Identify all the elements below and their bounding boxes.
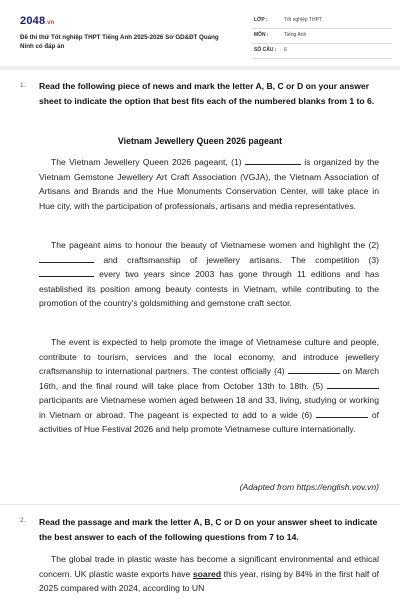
question-separator: [0, 504, 400, 505]
meta-count-value: 6: [284, 47, 287, 53]
paragraph-text: and craftsmanship of jewellery artisans. The competition (3): [103, 254, 379, 265]
header-divider: [0, 66, 400, 70]
question-instruction: Read the following piece of news and mark the letter A, B, C or D on your answer sheet to indicate the option that best fits each of the numbered blanks from 1 to 6.: [39, 81, 375, 106]
question-number: 2.: [20, 517, 26, 524]
meta-class-label: LỚP :: [254, 17, 268, 23]
question-instruction: Read the passage and mark the letter A, B, C or D on your answer sheet to indicate the best answer to each of the following questions from 7 to 14.: [39, 517, 378, 542]
meta-count-label: SỐ CÂU :: [254, 47, 277, 53]
exam-title: Đề thi thử Tốt nghiệp THPT Tiếng Anh 2025-2026 Sở GD&ĐT Quảng Ninh có đáp án: [20, 34, 219, 50]
meta-count-row: [252, 44, 392, 59]
blank-6: [316, 409, 368, 418]
meta-subject-row: [252, 29, 392, 44]
meta-subject-value: Tiếng Anh: [284, 32, 307, 38]
passage-paragraph-1: [39, 155, 379, 213]
blank-2: [39, 254, 94, 263]
passage-paragraph-1: [39, 552, 379, 596]
paragraph-text: participants are Vietnamese women aged between 18 and 33, living, studying or working in Vietnam or abroad. The pageant is expected to add to a wide (6): [39, 395, 379, 420]
blank-4: [288, 365, 340, 374]
passage-paragraph-3: [39, 335, 379, 437]
paragraph-text: The pageant aims to honour the beauty of Vietnamese women and highlight the (2): [51, 240, 379, 250]
paragraph-text: of activities of Hue Festival 2026 and help promote Vietnamese culture internationally.: [39, 409, 379, 434]
paragraph-text: The global trade in plastic waste has become a significant environmental and ethical concern. UK plastic waste exports have: [39, 554, 379, 579]
paragraph-text: every two years since 2003 has gone through 11 editions and has established its position among beauty contests in Vietnam, while contributing to the promotion of the country's goldsmithing and gemstone craft sector.: [39, 269, 380, 308]
site-logo[interactable]: 2048.vn: [20, 15, 55, 27]
meta-class-value: Tốt nghiệp THPT: [284, 17, 322, 23]
passage-paragraph-2: [39, 238, 379, 311]
blank-3: [39, 268, 94, 277]
passage-source: (Adapted from https://english.vov.vn): [239, 482, 379, 492]
meta-subject-label: MÔN :: [254, 32, 269, 38]
meta-class-row: [252, 14, 392, 29]
blank-1: [245, 156, 301, 165]
paragraph-text: this year, rising by 84% in the first half of 2025 compared with 2024, according to UN: [39, 568, 379, 593]
blank-5: [327, 380, 379, 389]
question-number: 1.: [20, 82, 26, 89]
paragraph-text: on March 16th, and the final round will take place from October 13th to 18th. (5): [39, 366, 380, 391]
paragraph-text: The event is expected to help promote the image of Vietnamese culture and people, contribute to tourism, services and the local economy, and introduce jewellery craftsmanship to international partners. The contest officially (4): [39, 337, 379, 376]
paragraph-text: is organized by the Vietnam Gemstone Jewellery Art Craft Association (VGJA), the Vietnam Association of Artisans and Brands and the Hue Monuments Conservation Center, will take place in Hue city, with the participation of professionals, artisans and media representatives.: [39, 157, 380, 211]
underlined-word: soared: [192, 568, 222, 579]
passage-title: Vietnam Jewellery Queen 2026 pageant: [117, 136, 283, 146]
paragraph-text: The Vietnam Jewellery Queen 2026 pageant, (1): [51, 157, 242, 167]
exam-meta: [252, 14, 392, 59]
page-header: [0, 0, 400, 66]
